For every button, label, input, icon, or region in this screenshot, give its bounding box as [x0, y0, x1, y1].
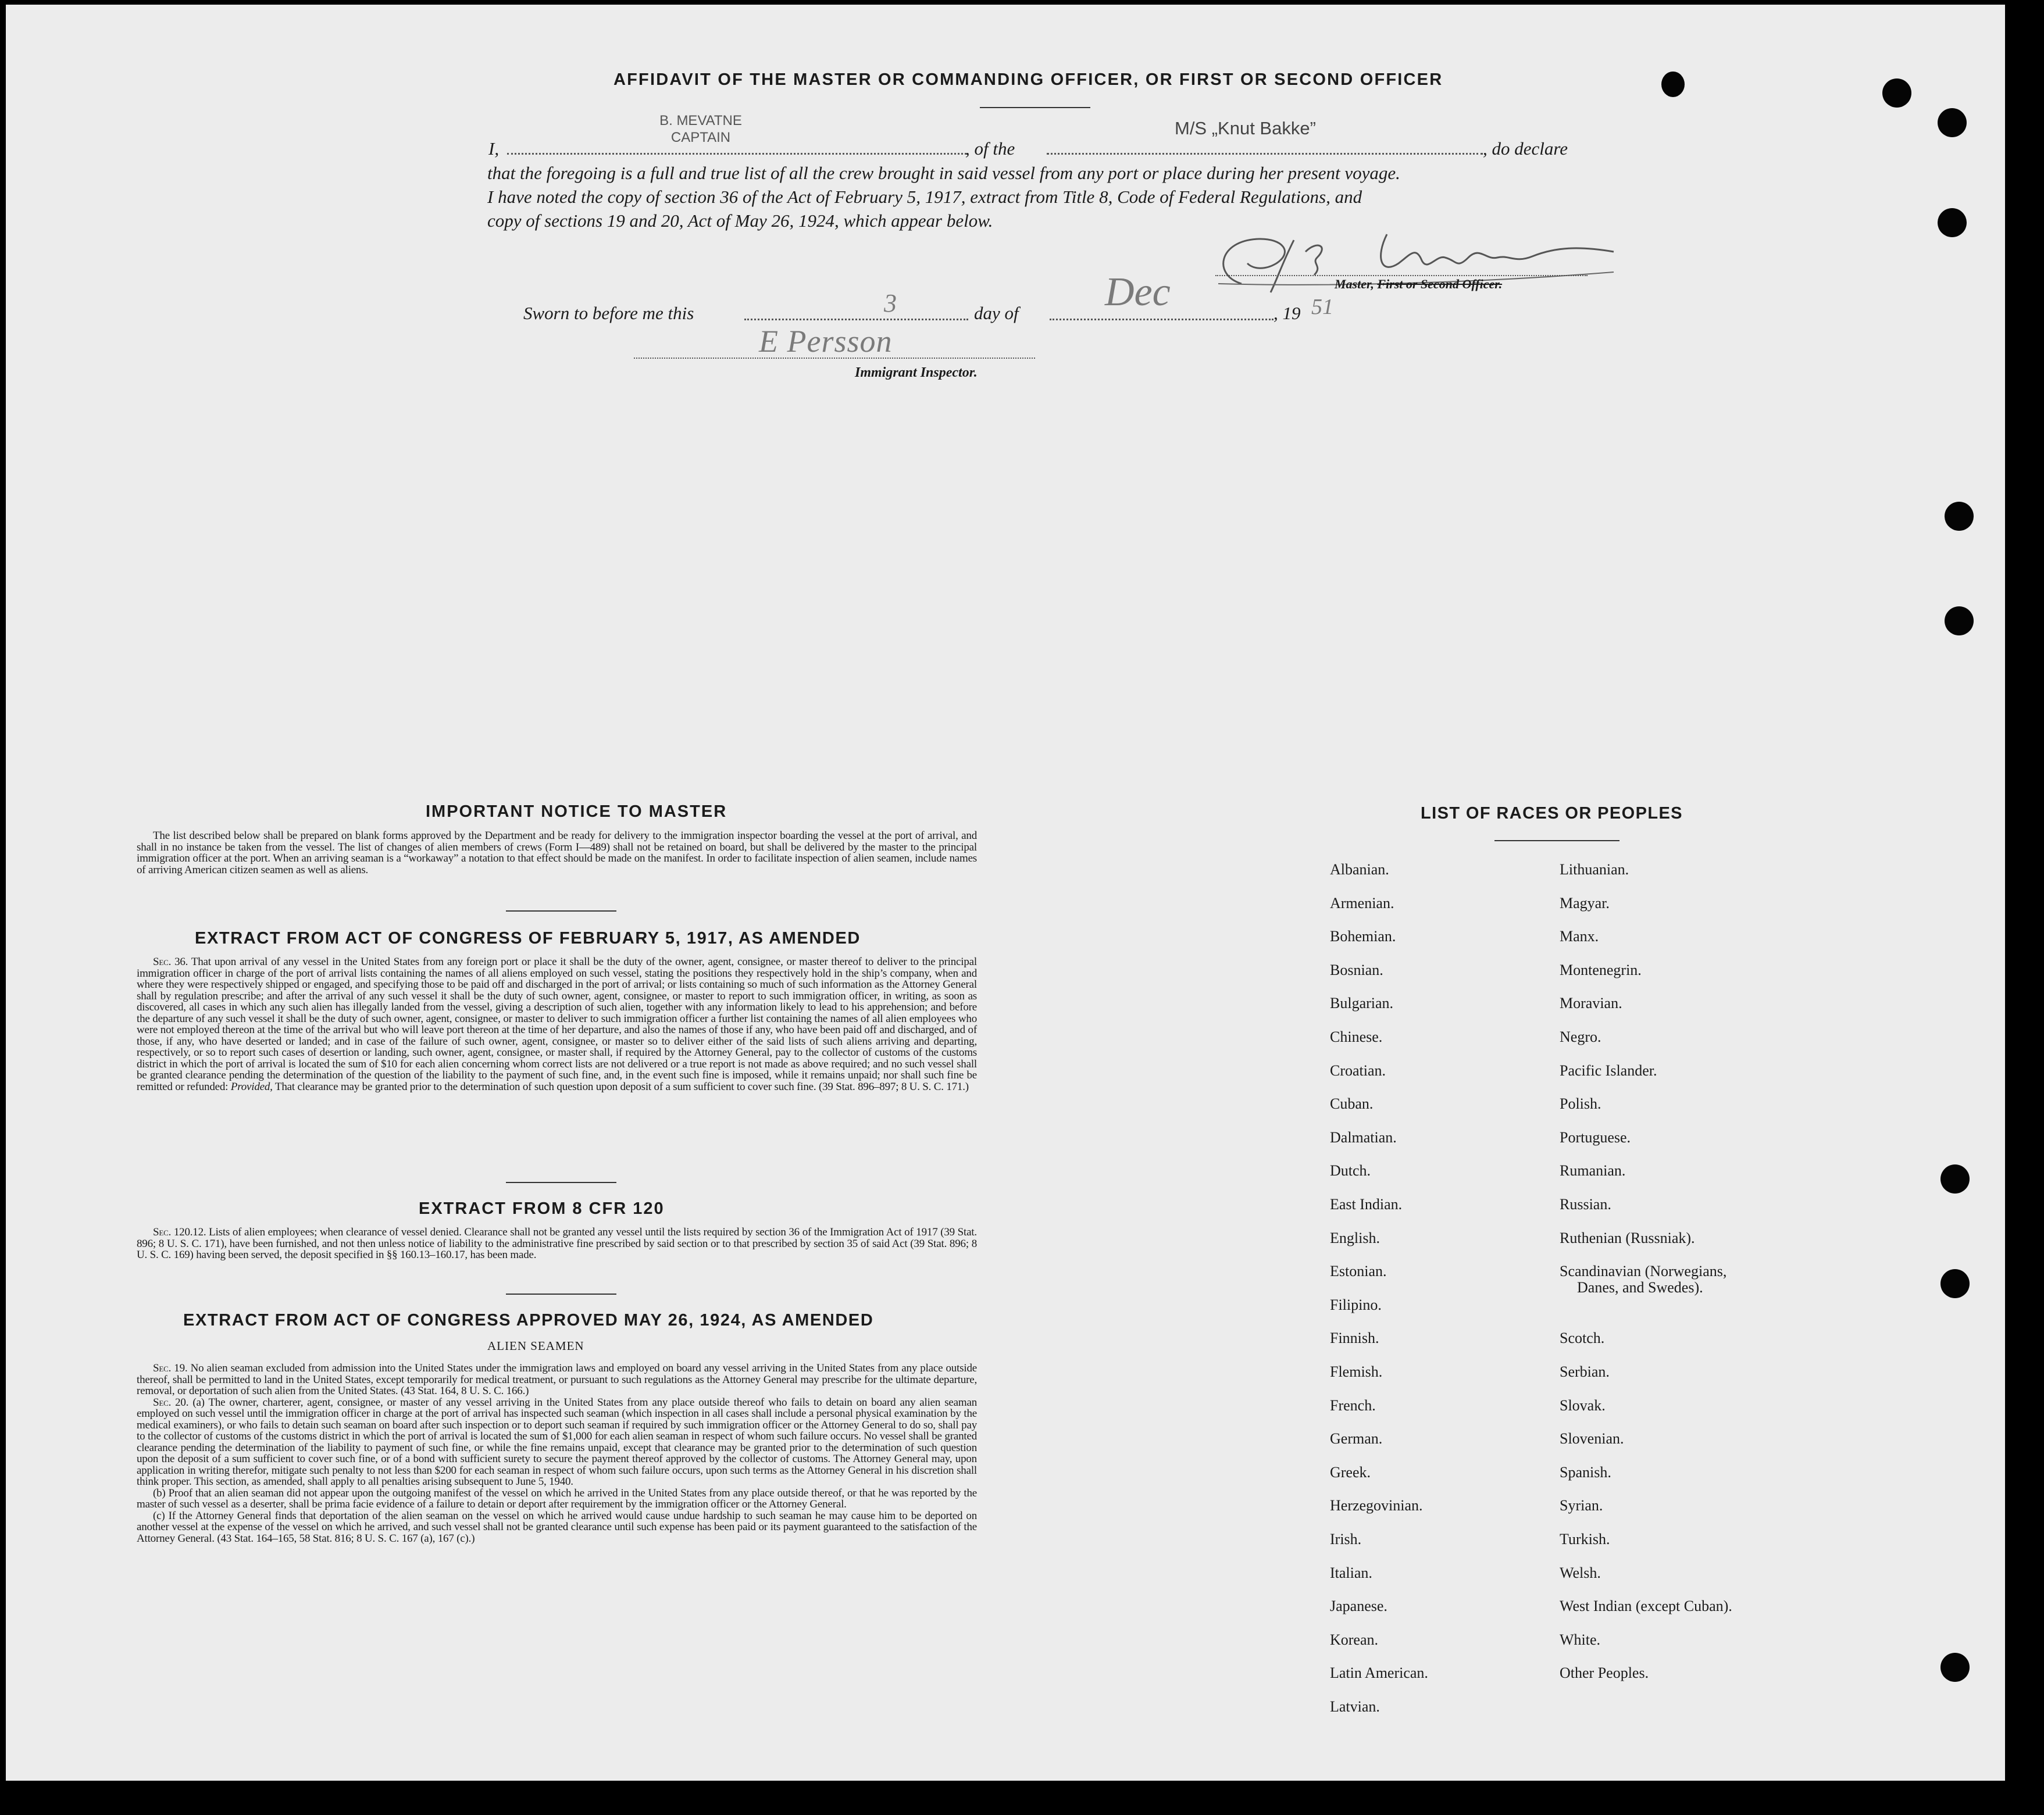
divider	[506, 1294, 616, 1295]
race-item: White.	[1560, 1631, 1601, 1648]
vessel-line	[1047, 153, 1483, 155]
declarant-prefix: I,	[488, 138, 500, 159]
race-item: Russian.	[1560, 1196, 1611, 1213]
race-item: Japanese.	[1330, 1598, 1387, 1614]
inspector-signature: E Persson	[759, 324, 893, 359]
affidavit-body-line1: that the foregoing is a full and true list of all the crew brought in said vessel from any port or place during her present voyage.	[487, 163, 1400, 183]
race-item: Welsh.	[1560, 1564, 1601, 1581]
race-item: Filipino.	[1330, 1296, 1382, 1313]
sworn-day-line	[744, 319, 968, 320]
race-item: Syrian.	[1560, 1497, 1603, 1514]
notice-title: IMPORTANT NOTICE TO MASTER	[426, 802, 727, 821]
races-title: LIST OF RACES OR PEOPLES	[1421, 804, 1683, 823]
divider	[506, 1182, 616, 1183]
race-item: Spanish.	[1560, 1464, 1611, 1481]
caption-master: Master,	[1335, 277, 1374, 291]
day-of-label: day of	[974, 303, 1019, 323]
race-item: Scotch.	[1560, 1330, 1605, 1346]
race-item: Italian.	[1330, 1564, 1372, 1581]
race-item: Slovenian.	[1560, 1430, 1624, 1447]
race-item: Magyar.	[1560, 895, 1610, 912]
sec-20-label: Sec. 20.	[153, 1396, 189, 1409]
race-item: Montenegrin.	[1560, 962, 1642, 978]
race-item: Slovak.	[1560, 1397, 1606, 1414]
sworn-month-line	[1050, 319, 1274, 320]
signature-line	[1215, 275, 1588, 276]
race-item: Estonian.	[1330, 1263, 1387, 1280]
divider	[506, 910, 616, 912]
race-item: Moravian.	[1560, 995, 1622, 1012]
signature-caption	[1335, 277, 1502, 292]
punch-hole	[1938, 208, 1967, 237]
race-item: Korean.	[1330, 1631, 1379, 1648]
inspector-caption: Immigrant Inspector.	[855, 365, 978, 380]
document-page	[6, 5, 2005, 1781]
race-item: Ruthenian (Russniak).	[1560, 1230, 1695, 1246]
sec-36-label: Sec. 36.	[153, 956, 188, 968]
race-item: Irish.	[1330, 1531, 1362, 1548]
race-item: Portuguese.	[1560, 1129, 1631, 1146]
caption-struck: First or Second Officer.	[1377, 277, 1503, 291]
extract-1924-title: EXTRACT FROM ACT OF CONGRESS APPROVED MAY 26, 1924, AS AMENDED	[183, 1311, 874, 1330]
race-item: Herzegovinian.	[1330, 1497, 1423, 1514]
sec-20c-text: (c) If the Attorney General finds that deportation of the alien seaman on the vessel on which he arrived would cause undue hardship to such seaman he may cause him to be deported on another vessel at the expense of the vessel on which he arrived, and such vessel shall not be granted clearance until such expense has been paid or its payment guaranteed to the satisfaction of the Attorney General. (43 Stat. 164–165, 58 Stat. 816; 8 U. S. C. 167 (a), 167 (c).)	[137, 1509, 977, 1545]
punch-hole	[1945, 502, 1974, 531]
sworn-day: 3	[884, 289, 897, 317]
punch-hole	[1940, 1269, 1970, 1298]
race-item: Lithuanian.	[1560, 861, 1629, 878]
race-item: Bosnian.	[1330, 962, 1383, 978]
punch-hole	[1882, 78, 1911, 108]
punch-hole	[1945, 606, 1974, 635]
affidavit-title: AFFIDAVIT OF THE MASTER OR COMMANDING OFFICER, OR FIRST OR SECOND OFFICER	[613, 70, 1443, 89]
vessel-name: M/S „Knut Bakke”	[1175, 118, 1316, 138]
race-item: Rumanian.	[1560, 1162, 1626, 1179]
race-item: Cuban.	[1330, 1095, 1374, 1112]
race-item: Turkish.	[1560, 1531, 1610, 1548]
race-item: Flemish.	[1330, 1363, 1383, 1380]
race-item: Dutch.	[1330, 1162, 1371, 1179]
race-item: Dalmatian.	[1330, 1129, 1397, 1146]
race-item: French.	[1330, 1397, 1376, 1414]
sec-120-text: Lists of alien employees; when clearance of vessel denied. Clearance shall not be granted any vessel until the lists required by section 36 of the Immigration Act of 1917 (39 Stat. 896; 8 U. S. C. 171), have been furnished, and not then unless notice of liability to the administrative fine prescribed by said section or to that prescribed by section 35 of said Act (39 Stat. 896; 8 U. S. C. 169) having been served, the deposit specified in §§ 160.13–160.17, has been made.	[137, 1226, 977, 1261]
declarant-line	[507, 153, 966, 155]
proviso-word: Provided,	[230, 1080, 273, 1093]
extract-1924-text	[137, 1363, 977, 1544]
race-item: Albanian.	[1330, 861, 1389, 878]
race-item: Armenian.	[1330, 895, 1394, 912]
sworn-year: 51	[1311, 295, 1333, 319]
divider	[1494, 840, 1619, 841]
race-item: German.	[1330, 1430, 1383, 1447]
race-item: Latin American.	[1330, 1664, 1428, 1681]
extract-1917-text	[137, 956, 977, 1092]
alien-seamen-subtitle: ALIEN SEAMEN	[487, 1339, 584, 1353]
extract-cfr-title: EXTRACT FROM 8 CFR 120	[419, 1199, 665, 1218]
notice-text	[137, 830, 977, 876]
race-item: Croatian.	[1330, 1062, 1386, 1079]
sec-20b-text: (b) Proof that an alien seaman did not appear upon the outgoing manifest of the vessel on which he arrived in the United States from any place outside thereof, or that he was reported by the master of such vessel as a deserter, shall be prima facie evidence of a failure to detain or deport after requirement by the immigration officer or the Attorney General.	[137, 1487, 977, 1510]
sworn-label: Sworn to before me this	[523, 303, 694, 323]
extract-1917-title: EXTRACT FROM ACT OF CONGRESS OF FEBRUARY 5, 1917, AS AMENDED	[195, 929, 861, 948]
race-item: Bulgarian.	[1330, 995, 1394, 1012]
stamp-name: B. MEVATNE	[659, 113, 742, 128]
stamp-title: CAPTAIN	[670, 130, 731, 145]
race-item: Polish.	[1560, 1095, 1601, 1112]
master-signature	[1207, 228, 1625, 304]
year-prefix: , 19	[1274, 303, 1301, 323]
race-item: Latvian.	[1330, 1698, 1380, 1715]
sec-120-label: Sec. 120.12.	[153, 1226, 206, 1238]
extract-cfr-text	[137, 1227, 977, 1261]
affidavit-body-line2: I have noted the copy of section 36 of the Act of February 5, 1917, extract from Title 8, Code of Federal Regulations, and	[487, 187, 1362, 207]
race-item: East Indian.	[1330, 1196, 1403, 1213]
race-item: Negro.	[1560, 1028, 1601, 1045]
inspector-line	[634, 358, 1035, 359]
punch-hole	[1940, 1164, 1970, 1194]
race-item: Chinese.	[1330, 1028, 1383, 1045]
punch-hole	[1938, 108, 1967, 137]
divider	[980, 107, 1090, 108]
race-item: English.	[1330, 1230, 1380, 1246]
sec-19-label: Sec. 19.	[153, 1362, 188, 1374]
race-item: Serbian.	[1560, 1363, 1610, 1380]
notice-paragraph: The list described below shall be prepared on blank forms approved by the Department and be ready for delivery to the immigration inspector boarding the vessel at the port of arrival, and shall in no instance be taken from the vessel. The list of changes of alien members of crews (Form I—489) shall not be retained on board, but shall be delivered by the master to the principal immigration officer at the port. When an arriving seaman is a “workaway” a notation to that effect should be made on the manifest. In order to facilitate inspection of alien seamen, include names of arriving American citizen seamen as well as aliens.	[137, 830, 977, 876]
race-item: Scandinavian (Norwegians,	[1560, 1263, 1727, 1280]
sec-20a-text: (a) The owner, charterer, agent, consignee, or master of any vessel arriving in the United States from any place outside thereof who fails to detain on board any alien seaman employed on such vessel until the immigration officer in charge at the port of arrival has inspected such seaman (which inspection in all cases shall include a personal physical examination by the medical examiners), or who fails to detain such seaman on board after such inspection or to deport such seaman if required by such immigration officer or the Attorney General to do so, shall pay to the collector of customs of the customs district in which the port of arrival is located the sum of $1,000 for each alien seaman in respect of whom such failure occurs. No vessel shall be granted clearance pending the determination of the liability to payment of such fine, or while the fine remains unpaid, except that clearance may be granted prior to the determination of such question upon the deposit of a sum sufficient to cover such fine, or of a bond with sufficient surety to secure the payment thereof approved by the collector of customs. The Attorney General may, upon application in writing therefor, mitigate such penalty to not less than $200 for each seaman in respect of whom such failure occurs, upon such terms as the Attorney General in his discretion shall think proper. This section, as amended, shall apply to all penalties arising subsequent to June 5, 1940.	[137, 1396, 977, 1488]
sworn-month: Dec	[1105, 270, 1171, 315]
race-item: Pacific Islander.	[1560, 1062, 1657, 1079]
race-item: Other Peoples.	[1560, 1664, 1649, 1681]
do-declare-label: , do declare	[1483, 138, 1568, 159]
sec-36-text: That upon arrival of any vessel in the United States from any foreign port or place it shall be the duty of the owner, agent, consignee, or master thereof to deliver to the principal immigration officer in charge of the port of arrival lists containing the names of all aliens employed on such vessel, stating the positions they respectively hold in the ship’s company, when and where they were respectively shipped or engaged, and specifying those to be paid off and discharged in the port of arrival; or lists containing so much of such information as the Attorney General shall by regulation prescribe; and after the arrival of any such vessel it shall be the duty of such owner, agent, consignee, or master to report to such immigration officer, in writing, as soon as discovered, all cases in which any such alien has illegally landed from the vessel, giving a description of such alien, together with any information likely to lead to his apprehension; and before the departure of any such vessel it shall be the duty of such owner, agent, consignee, or master to deliver to such immigration officer a further list containing the names of all alien employees who were not employed thereon at the time of the arrival but who will leave port thereon at the time of her departure, and also the names of those if any, who have been paid off and discharged, and of those, if any, who have deserted or landed; and in case of the failure of such owner, agent, consignee, or master so to deliver either of the said lists of such aliens arriving and departing, respectively, or so to report such cases of desertion or landing, such owner, agent, consignee, or master shall, if required by the Attorney General, pay to the collector of customs of the customs district in which the port of arrival is located the sum of $10 for each alien concerning whom correct lists are not delivered or a true report is not made as above required; and no such vessel shall be granted clearance pending the determination of the question of the liability to the payment of such fine, and, in the event such fine is imposed, while it remains unpaid; nor shall such fine be remitted or refunded:	[137, 956, 977, 1093]
race-item: Manx.	[1560, 928, 1599, 945]
of-the-label: , of the	[965, 138, 1015, 159]
captain-stamp	[634, 112, 768, 146]
punch-hole	[1661, 72, 1685, 97]
race-item-continuation: Danes, and Swedes).	[1577, 1279, 1703, 1296]
affidavit-body-line3: copy of sections 19 and 20, Act of May 26, 1924, which appear below.	[487, 210, 993, 231]
punch-hole	[1940, 1653, 1970, 1682]
race-item: Bohemian.	[1330, 928, 1396, 945]
race-item: Finnish.	[1330, 1330, 1379, 1346]
sec-19-text: No alien seaman excluded from admission into the United States under the immigration laws and employed on board any vessel arriving in the United States from any place outside thereof, shall be permitted to land in the United States, except temporarily for medical treatment, or pursuant to such regulations as the Attorney General may prescribe for the ultimate departure, removal, or deportation of such alien from the United States. (43 Stat. 164, 8 U. S. C. 166.)	[137, 1362, 977, 1397]
race-item: Greek.	[1330, 1464, 1371, 1481]
race-item: West Indian (except Cuban).	[1560, 1598, 1732, 1614]
sec-36-text-end: That clearance may be granted prior to the determination of such question upon deposit of a sum sufficient to cover such fine. (39 Stat. 896–897; 8 U. S. C. 171.)	[274, 1080, 969, 1093]
